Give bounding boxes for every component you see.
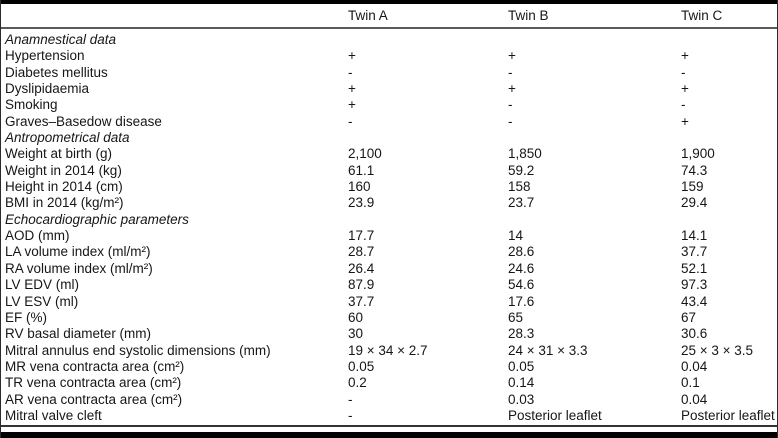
table-row	[1, 310, 777, 326]
column-header-twin-a: Twin A	[348, 8, 388, 23]
cell-value-twin-c: +	[681, 113, 689, 129]
cell-value-twin-c: 0.04	[681, 391, 708, 407]
row-label: LA volume index (ml/m²)	[5, 244, 151, 260]
row-label: Hypertension	[5, 48, 85, 64]
cell-value-twin-c: +	[681, 48, 689, 64]
cell-value-twin-a: 26.4	[348, 260, 375, 276]
table-row	[1, 294, 777, 310]
table-row	[1, 48, 777, 64]
cell-value-twin-a: -	[348, 113, 353, 129]
table-row	[1, 375, 777, 391]
cell-value-twin-b: Posterior leaflet	[508, 407, 602, 423]
section-row	[1, 212, 777, 228]
cell-value-twin-c: 14.1	[681, 228, 708, 244]
cell-value-twin-b: 28.6	[508, 244, 535, 260]
column-header-twin-b: Twin B	[508, 8, 549, 23]
cell-value-twin-b: +	[508, 81, 516, 97]
cell-value-twin-c: 67	[681, 309, 697, 325]
cell-value-twin-a: 2,100	[348, 146, 382, 162]
cell-value-twin-b: 0.14	[508, 375, 535, 391]
table-row	[1, 343, 777, 359]
table-row	[1, 195, 777, 211]
row-label: Mitral valve cleft	[5, 407, 102, 423]
table-row	[1, 261, 777, 277]
cell-value-twin-a: -	[348, 64, 353, 80]
row-label: Smoking	[5, 97, 58, 113]
cell-value-twin-b: 24 × 31 × 3.3	[508, 342, 588, 358]
row-label: Height in 2014 (cm)	[5, 179, 123, 195]
cell-value-twin-c: 37.7	[681, 244, 708, 260]
table-row	[1, 179, 777, 195]
cell-value-twin-c: 74.3	[681, 162, 708, 178]
table-header-row	[1, 4, 777, 29]
table-row	[1, 244, 777, 260]
section-label: Echocardiographic parameters	[5, 211, 189, 227]
row-label: RV basal diameter (mm)	[5, 326, 152, 342]
row-label: BMI in 2014 (kg/m²)	[5, 195, 124, 211]
section-label: Anamnestical data	[5, 32, 117, 47]
row-label: Diabetes mellitus	[5, 64, 108, 80]
row-label: LV ESV (ml)	[5, 293, 79, 309]
table-row	[1, 326, 777, 342]
cell-value-twin-b: 0.05	[508, 358, 535, 374]
cell-value-twin-c: -	[681, 64, 686, 80]
cell-value-twin-b: -	[508, 64, 513, 80]
cell-value-twin-b: 28.3	[508, 326, 535, 342]
cell-value-twin-c: 0.04	[681, 358, 708, 374]
cell-value-twin-c: 97.3	[681, 277, 708, 293]
table-row	[1, 146, 777, 162]
section-row	[1, 32, 777, 48]
table-row	[1, 163, 777, 179]
cell-value-twin-a: +	[348, 48, 356, 64]
cell-value-twin-a: 0.2	[348, 375, 367, 391]
row-label: MR vena contracta area (cm²)	[5, 358, 185, 374]
row-label: AR vena contracta area (cm²)	[5, 391, 183, 407]
row-label: RA volume index (ml/m²)	[5, 260, 153, 276]
table-bottom-thick-rule	[1, 432, 777, 438]
row-label: LV EDV (ml)	[5, 277, 80, 293]
cell-value-twin-b: 24.6	[508, 260, 535, 276]
cell-value-twin-b: -	[508, 113, 513, 129]
cell-value-twin-c: 29.4	[681, 195, 708, 211]
cell-value-twin-a: -	[348, 407, 353, 423]
section-row	[1, 130, 777, 146]
cell-value-twin-c: Posterior leaflet	[681, 407, 775, 423]
row-label: TR vena contracta area (cm²)	[5, 375, 182, 391]
section-label: Antropometrical data	[5, 130, 130, 146]
cell-value-twin-b: 0.03	[508, 391, 535, 407]
cell-value-twin-c: 0.1	[681, 375, 700, 391]
cell-value-twin-a: 19 × 34 × 2.7	[348, 342, 428, 358]
table-row	[1, 65, 777, 81]
cell-value-twin-c: 43.4	[681, 293, 708, 309]
column-header-twin-c: Twin C	[681, 8, 723, 23]
table-bottom-thin-rule	[1, 425, 777, 427]
cell-value-twin-c: 1,900	[681, 146, 715, 162]
row-label: Dyslipidaemia	[5, 81, 90, 97]
cell-value-twin-b: -	[508, 97, 513, 113]
cell-value-twin-b: 158	[508, 179, 531, 195]
cell-value-twin-c: +	[681, 81, 689, 97]
cell-value-twin-a: 160	[348, 179, 371, 195]
table-row	[1, 408, 777, 424]
cell-value-twin-b: 14	[508, 228, 524, 244]
row-label: Mitral annulus end systolic dimensions (mm)	[5, 342, 271, 358]
cell-value-twin-a: 17.7	[348, 228, 375, 244]
cell-value-twin-a: 37.7	[348, 293, 375, 309]
cell-value-twin-c: 159	[681, 179, 704, 195]
cell-value-twin-a: 61.1	[348, 162, 375, 178]
table-row	[1, 359, 777, 375]
cell-value-twin-a: 28.7	[348, 244, 375, 260]
table-body	[1, 32, 777, 424]
table-row	[1, 392, 777, 408]
cell-value-twin-b: 54.6	[508, 277, 535, 293]
table-row	[1, 97, 777, 113]
cell-value-twin-c: 30.6	[681, 326, 708, 342]
cell-value-twin-a: 23.9	[348, 195, 375, 211]
cell-value-twin-c: 25 × 3 × 3.5	[681, 342, 754, 358]
table-row	[1, 81, 777, 97]
table-row	[1, 228, 777, 244]
cell-value-twin-a: 0.05	[348, 358, 375, 374]
cell-value-twin-a: 30	[348, 326, 364, 342]
cell-value-twin-b: 17.6	[508, 293, 535, 309]
cell-value-twin-a: -	[348, 391, 353, 407]
cell-value-twin-a: +	[348, 81, 356, 97]
row-label: AOD (mm)	[5, 228, 70, 244]
cell-value-twin-a: 60	[348, 309, 364, 325]
cell-value-twin-a: 87.9	[348, 277, 375, 293]
cell-value-twin-b: 23.7	[508, 195, 535, 211]
row-label: Graves–Basedow disease	[5, 113, 162, 129]
table-row	[1, 277, 777, 293]
row-label: Weight at birth (g)	[5, 146, 113, 162]
cell-value-twin-c: -	[681, 97, 686, 113]
cell-value-twin-b: 1,850	[508, 146, 542, 162]
cell-value-twin-b: 65	[508, 309, 524, 325]
table-row	[1, 114, 777, 130]
cell-value-twin-c: 52.1	[681, 260, 708, 276]
cell-value-twin-a: +	[348, 97, 356, 113]
row-label: Weight in 2014 (kg)	[5, 162, 122, 178]
cell-value-twin-b: +	[508, 48, 516, 64]
cell-value-twin-b: 59.2	[508, 162, 535, 178]
row-label: EF (%)	[5, 309, 47, 325]
